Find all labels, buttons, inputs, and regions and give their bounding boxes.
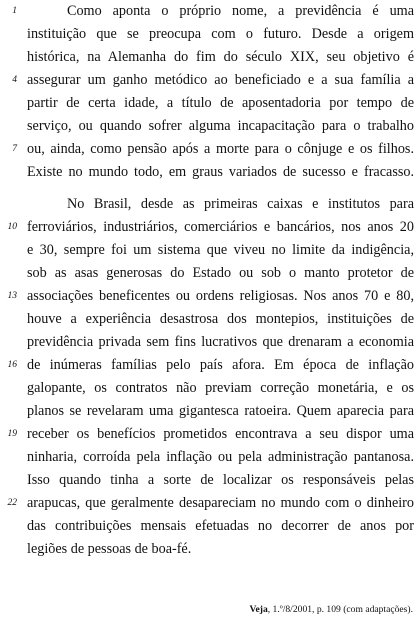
line-text: No Brasil, desde as primeiras caixas e institutos para [67, 196, 414, 212]
line-number [0, 92, 17, 115]
line-text: das contribuições mensais efetuadas no decorrer de anos por [27, 518, 414, 534]
line-number [0, 377, 17, 400]
line-number: 7 [12, 144, 17, 154]
text-line [12, 0, 414, 23]
text-line [27, 239, 414, 262]
line-text: de inúmeras famílias pelo país afora. Em época de inflação [27, 357, 414, 373]
text-line [27, 331, 414, 354]
text-line [27, 161, 414, 184]
line-number: 22 [7, 498, 17, 508]
text-line [27, 115, 414, 138]
line-number [0, 193, 17, 216]
text-line [27, 92, 414, 115]
line-number: 4 [12, 75, 17, 85]
text-line [27, 262, 414, 285]
line-text: e 30, sempre foi um sistema que viveu no limite da indigência, [27, 242, 414, 258]
line-number [0, 331, 17, 354]
source-publication: Veja [249, 604, 268, 615]
text-line [12, 138, 414, 161]
line-number [0, 469, 17, 492]
line-text: ou, ainda, como pensão após a morte para o cônjuge e os filhos. [27, 141, 414, 157]
line-number: 10 [7, 222, 17, 232]
text-line [27, 308, 414, 331]
line-number [0, 515, 17, 538]
line-number [0, 46, 17, 69]
line-text: planos se revelaram uma gigantesca ratoeira. Quem aparecia para [27, 403, 414, 419]
line-text: receber os benefícios prometidos encontrava a seu dispor uma [27, 426, 414, 442]
line-number [0, 308, 17, 331]
line-text: Isso quando tinha a sorte de localizar os responsáveis pelas [27, 472, 414, 488]
line-number [0, 538, 17, 561]
text-line [12, 69, 414, 92]
text-line [27, 193, 414, 216]
line-text: partir de certa idade, a título de aposentadoria por tempo de [27, 95, 414, 111]
line-text: ferroviários, industriários, comerciários e bancários, nos anos 20 [27, 219, 414, 235]
text-line [27, 446, 414, 469]
text-line [27, 46, 414, 69]
source-details: , 1.º/8/2001, p. 109 (com adaptações). [267, 604, 413, 615]
line-number [0, 446, 17, 469]
line-text: serviço, ou quando sofrer alguma incapacitação para o trabalho [27, 118, 414, 134]
line-text: assegurar um ganho metódico ao beneficiado e a sua família a [27, 72, 414, 88]
text-line [7, 492, 414, 515]
text-line [7, 285, 414, 308]
text-line [27, 538, 414, 561]
line-number [0, 262, 17, 285]
line-text: Como aponta o próprio nome, a previdência é uma [67, 3, 414, 19]
line-text: galopante, os contratos não previam correção monetária, e os [27, 380, 414, 396]
line-text: legiões de pessoas de boa-fé. [27, 541, 192, 557]
text-line [7, 216, 414, 239]
line-text: houve a experiência desastrosa dos montepios, instituições de [27, 311, 414, 327]
line-text: Existe no mundo todo, em graus variados de sucesso e fracasso. [27, 164, 414, 180]
line-text: sob as asas generosas do Estado ou sob o manto protetor de [27, 265, 414, 281]
line-text: ninharia, corroída pela inflação ou pela administração pantanosa. [27, 449, 414, 465]
text-line [7, 423, 414, 446]
line-text: instituição que se preocupa com o futuro. Desde a origem [27, 26, 414, 42]
source-citation [249, 604, 413, 615]
line-number [0, 239, 17, 262]
text-line [27, 23, 414, 46]
line-text: previdência privada sem fins lucrativos que drenaram a economia [27, 334, 414, 350]
line-number [0, 400, 17, 423]
line-text: associações beneficentes ou ordens religiosas. Nos anos 70 e 80, [27, 288, 414, 304]
line-number: 13 [7, 291, 17, 301]
text-line [27, 400, 414, 423]
text-line [7, 354, 414, 377]
line-number [0, 115, 17, 138]
line-number [0, 161, 17, 184]
line-number: 19 [7, 429, 17, 439]
text-line [27, 469, 414, 492]
text-line [27, 377, 414, 400]
line-number: 1 [12, 6, 17, 16]
text-line [27, 515, 414, 538]
line-number [0, 23, 17, 46]
line-text: histórica, na Alemanha do fim do século XIX, seu objetivo é [27, 49, 414, 65]
line-text: arapucas, que geralmente desapareciam no mundo com o dinheiro [27, 495, 414, 511]
line-number: 16 [7, 360, 17, 370]
